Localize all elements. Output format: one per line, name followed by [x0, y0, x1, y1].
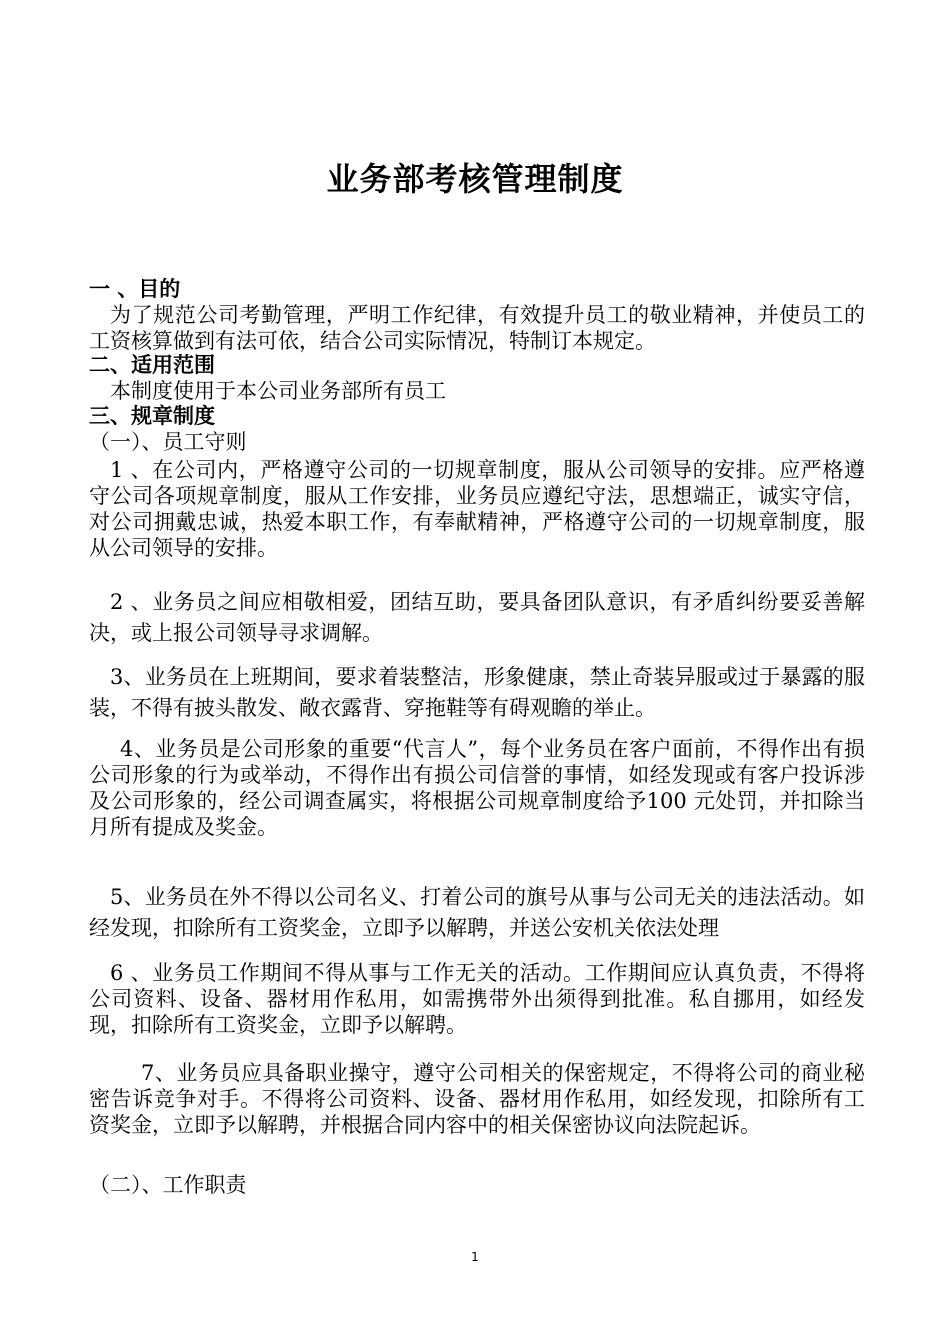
section-text-scope: 本制度使用于本公司业务部所有员工	[110, 379, 446, 403]
section-heading-purpose: 一 、目的	[89, 277, 181, 301]
section-scope	[89, 352, 865, 404]
section-heading-scope: 二、适用范围	[89, 353, 215, 377]
section-heading-rules: 三、规章制度	[89, 404, 215, 428]
document-title: 业务部考核管理制度	[326, 160, 624, 198]
section-purpose	[89, 276, 865, 354]
section-rules	[89, 403, 865, 455]
rule-6: 6 、业务员工作期间不得从事与工作无关的活动。工作期间应认真负责，不得将公司资料、设备、器材用作私用，如需携带外出须得到批准。私自挪用，如经发现，扣除所有工资奖金，立即予以解聘。	[89, 961, 865, 1037]
rule-1: 1 、在公司内，严格遵守公司的一切规章制度，服从公司领导的安排。应严格遵守公司各项规章制度，服从工作安排，业务员应遵纪守法，思想端正，诚实守信，对公司拥戴忠诚，热爱本职工作，有奉献精神，严格遵守公司的一切规章制度，服从公司领导的安排。	[89, 458, 865, 560]
rule-4: 4、业务员是公司形象的重要“代言人”，每个业务员在客户面前，不得作出有损公司形象的行为或举动，不得作出有损公司信誉的事情，如经发现或有客户投诉涉及公司形象的，经公司调查属实，将根据公司规章制度给予100 元处罚，并扣除当月所有提成及奖金。	[89, 737, 865, 839]
section-text-purpose: 为了规范公司考勤管理，严明工作纪律，有效提升员工的敬业精神，并使员工的工资核算做到有法可依，结合公司实际情况，特制订本规定。	[89, 303, 865, 353]
page-number: 1	[471, 1250, 479, 1264]
rule-7: 7、业务员应具备职业操守，遵守公司相关的保密规定，不得将公司的商业秘密告诉竞争对手。不得将公司资料、设备、器材用作私用，如经发现，扣除所有工资奖金，立即予以解聘，并根据合同内容中的相关保密协议向法院起诉。	[89, 1061, 865, 1137]
subsection-heading-duties: （二）、工作职责	[89, 1173, 247, 1197]
rule-3: 3、业务员在上班期间，要求着装整洁，形象健康，禁止奇装异服或过于暴露的服装，不得有披头散发、敞衣露背、穿拖鞋等有碍观瞻的举止。	[89, 665, 865, 720]
rule-5: 5、业务员在外不得以公司名义、打着公司的旗号从事与公司无关的违法活动。如经发现，扣除所有工资奖金，立即予以解聘，并送公安机关依法处理	[89, 885, 865, 940]
subsection-heading-code: （一）、员工守则	[89, 430, 247, 454]
rule-2: 2 、业务员之间应相敬相爱，团结互助，要具备团队意识，有矛盾纠纷要妥善解决，或上报公司领导寻求调解。	[89, 590, 865, 645]
